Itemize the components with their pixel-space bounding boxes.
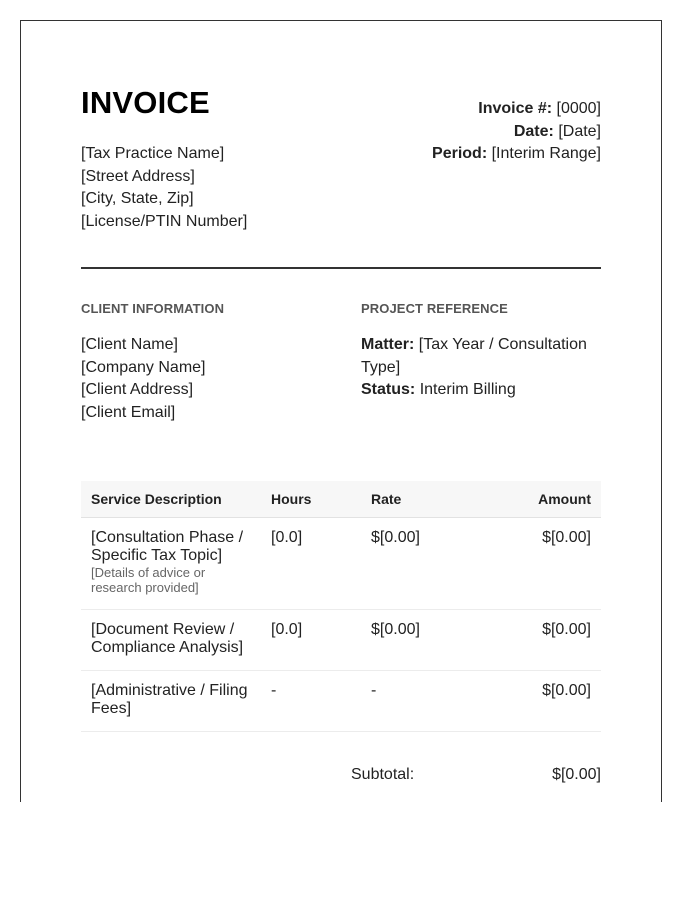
rate-cell: -	[361, 671, 502, 732]
client-info	[81, 334, 206, 424]
subtotal-label: Subtotal:	[351, 766, 415, 783]
table-row	[81, 671, 601, 732]
col-rate: Rate	[361, 481, 502, 518]
amount-cell: $[0.00]	[502, 610, 601, 671]
rate-cell: $[0.00]	[361, 518, 502, 610]
col-amount: Amount	[502, 481, 601, 518]
amount-cell: $[0.00]	[502, 518, 601, 610]
service-description: [Document Review / Compliance Analysis]	[91, 621, 244, 656]
rate-cell: $[0.00]	[361, 610, 502, 671]
service-description-cell	[81, 671, 261, 732]
invoice-date	[432, 121, 601, 144]
license-number: [License/PTIN Number]	[81, 212, 248, 230]
invoice-date-label: Date:	[513, 122, 554, 140]
invoice-date-value: [Date]	[558, 122, 601, 140]
hours-cell: [0.0]	[261, 610, 361, 671]
hours-cell: -	[261, 671, 361, 732]
subtotal-row	[351, 766, 601, 793]
client-address: [Client Address]	[81, 381, 194, 398]
invoice-period-value: [Interim Range]	[491, 145, 601, 162]
header-divider	[81, 267, 601, 269]
service-description-cell	[81, 518, 261, 610]
service-detail: [Details of advice or research provided]	[91, 565, 206, 595]
matter	[361, 334, 601, 379]
project-reference-heading: PROJECT REFERENCE	[361, 301, 508, 316]
service-description-cell	[81, 610, 261, 671]
project-reference	[361, 334, 601, 402]
city-state-zip: [City, State, Zip]	[81, 190, 194, 207]
table-row	[81, 610, 601, 671]
practice-address	[81, 143, 247, 233]
table-header-row	[81, 481, 601, 518]
invoice-number	[432, 98, 601, 121]
invoice-page	[20, 20, 662, 802]
invoice-title: INVOICE	[81, 85, 210, 120]
matter-label: Matter:	[361, 336, 415, 353]
col-service-description: Service Description	[81, 481, 261, 518]
totals-section	[351, 766, 601, 793]
services-table	[81, 481, 601, 732]
client-info-heading: CLIENT INFORMATION	[81, 301, 225, 316]
invoice-meta	[432, 98, 601, 166]
client-email: [Client Email]	[81, 403, 176, 421]
street-address: [Street Address]	[81, 167, 195, 185]
status	[361, 379, 601, 402]
subtotal-value: $[0.00]	[552, 766, 601, 783]
invoice-period	[432, 143, 601, 166]
hours-cell: [0.0]	[261, 518, 361, 610]
service-description: [Consultation Phase / Specific Tax Topic]	[91, 529, 244, 564]
status-label: Status:	[361, 381, 416, 398]
amount-cell: $[0.00]	[502, 671, 601, 732]
invoice-period-label: Period:	[432, 145, 488, 162]
client-name: [Client Name]	[81, 336, 178, 353]
practice-name: [Tax Practice Name]	[81, 145, 225, 162]
service-description: [Administrative / Filing Fees]	[91, 682, 248, 717]
company-name: [Company Name]	[81, 358, 206, 376]
invoice-number-value: [0000]	[556, 100, 601, 117]
status-value: Interim Billing	[419, 381, 516, 398]
table-row	[81, 518, 601, 610]
invoice-number-label: Invoice #:	[478, 100, 553, 117]
col-hours: Hours	[261, 481, 361, 518]
matter-value: [Tax Year / Consultation Type]	[361, 336, 587, 376]
